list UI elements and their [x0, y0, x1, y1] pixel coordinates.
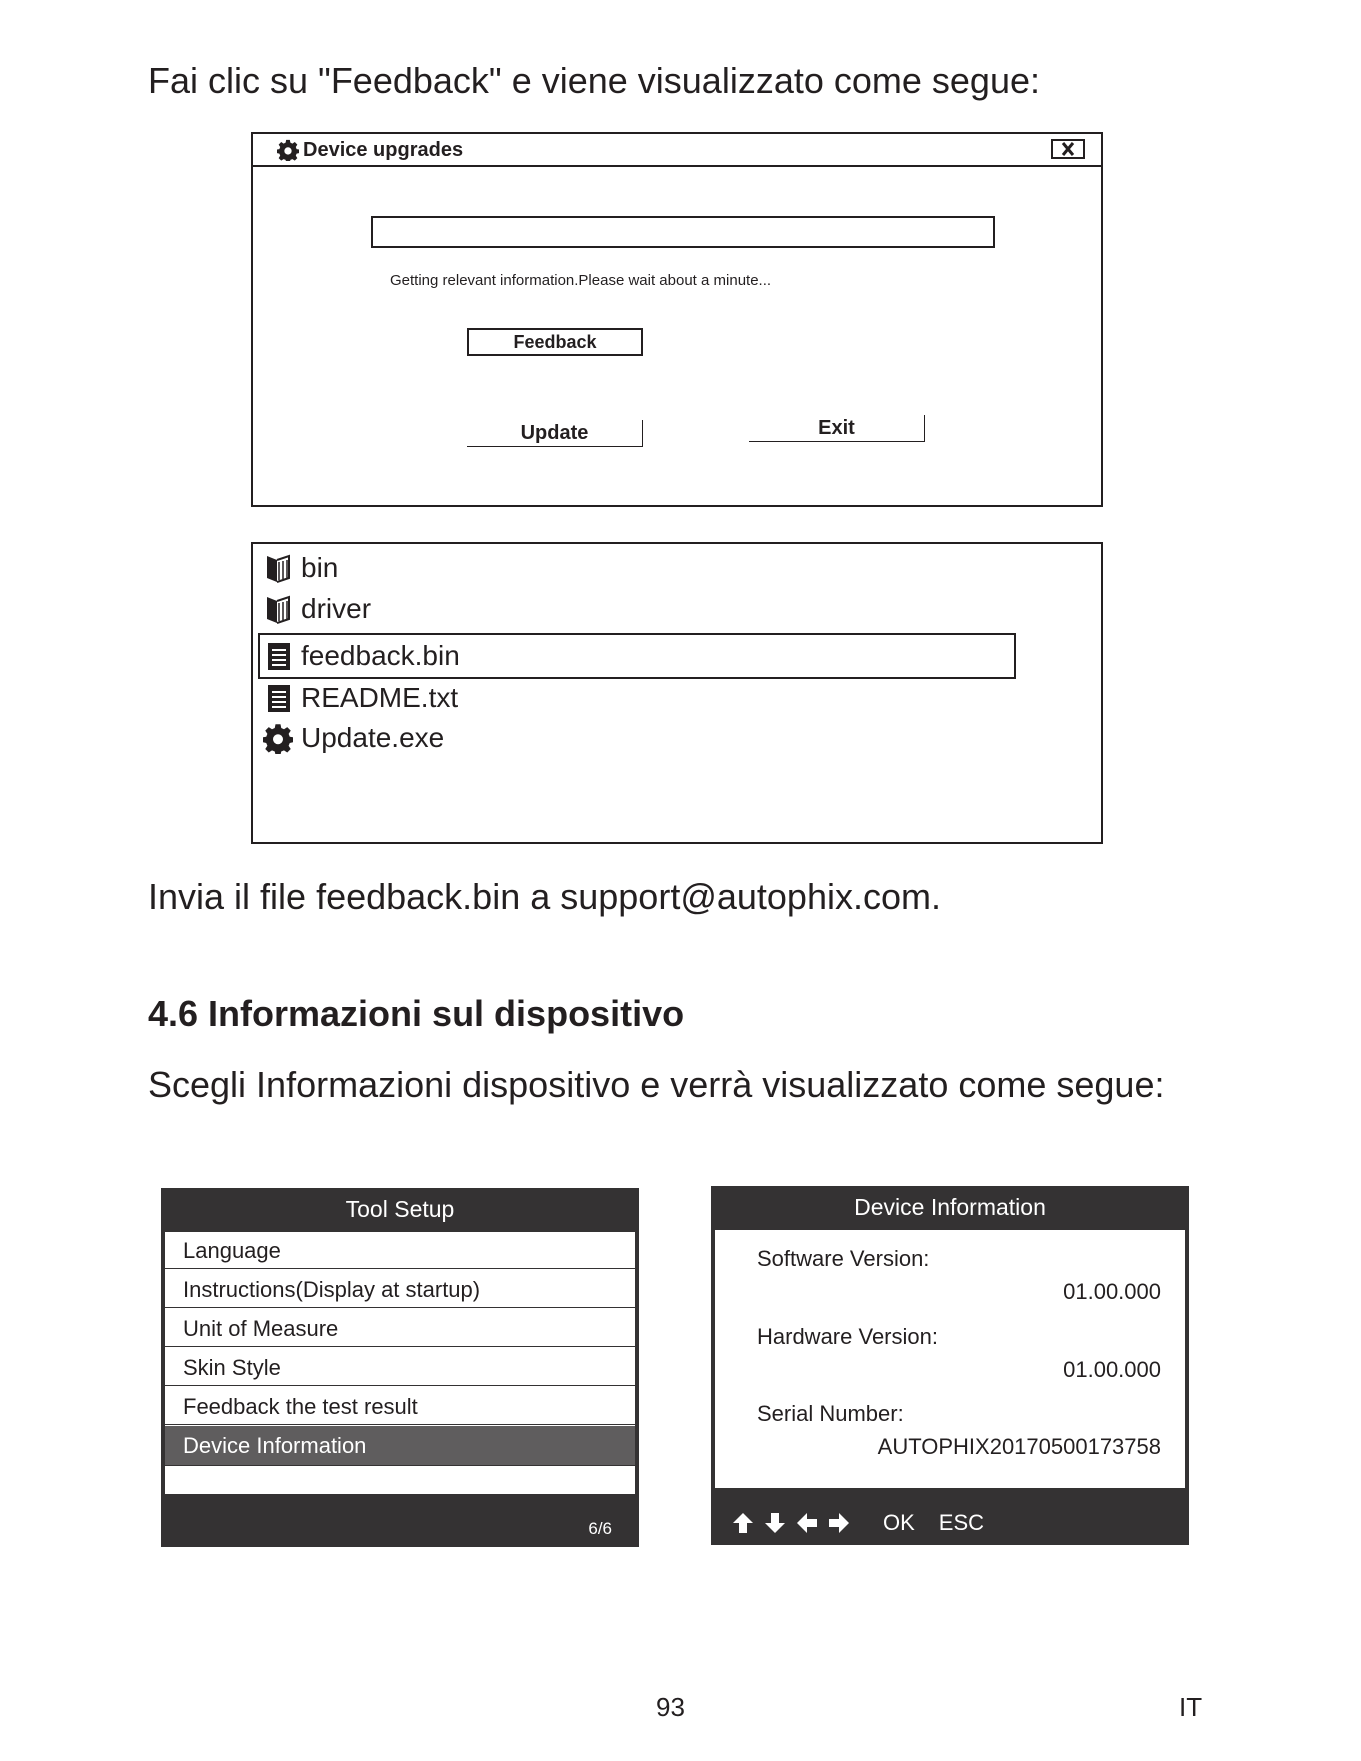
menu-list — [165, 1232, 635, 1494]
menu-item-device-information[interactable]: Device Information — [165, 1426, 635, 1466]
device-info-body — [715, 1230, 1185, 1488]
file-item-bin[interactable] — [263, 550, 338, 586]
dialog-titlebar — [253, 134, 1101, 167]
file-item-update-exe[interactable] — [263, 720, 444, 756]
software-version-label: Software Version: — [757, 1246, 930, 1271]
close-button[interactable] — [1051, 139, 1085, 159]
tool-setup-screen — [161, 1188, 639, 1547]
file-item-driver[interactable] — [263, 591, 371, 627]
screen-title: Device Information — [854, 1194, 1046, 1220]
file-name: README.txt — [301, 682, 459, 713]
software-version-value: 01.00.000 — [1063, 1279, 1161, 1304]
page-number: 93 — [656, 1692, 685, 1722]
device-upgrades-dialog — [251, 132, 1103, 507]
update-button[interactable]: Update — [467, 420, 643, 447]
feedback-button[interactable]: Feedback — [467, 328, 643, 356]
esc-key[interactable]: ESC — [938, 1510, 985, 1535]
progress-bar — [371, 216, 995, 248]
language-code: IT — [1179, 1692, 1203, 1722]
hardware-version-label: Hardware Version: — [757, 1324, 938, 1349]
serial-number-label: Serial Number: — [757, 1401, 904, 1426]
file-item-readme[interactable] — [263, 680, 458, 716]
arrow-right-icon[interactable] — [827, 1511, 851, 1535]
hardware-version-value: 01.00.000 — [1063, 1357, 1161, 1382]
menu-item-unit-of-measure[interactable]: Unit of Measure — [165, 1310, 635, 1347]
ok-key[interactable]: OK — [883, 1510, 915, 1535]
file-item-feedback-bin[interactable] — [263, 638, 460, 674]
document-icon — [263, 682, 293, 714]
menu-item-instructions[interactable]: Instructions(Display at startup) — [165, 1271, 635, 1308]
menu-item-language[interactable]: Language — [165, 1232, 635, 1269]
arrow-down-icon[interactable] — [763, 1511, 787, 1535]
file-name: driver — [301, 593, 372, 624]
screen-title: Tool Setup — [345, 1196, 455, 1222]
menu-item-feedback[interactable]: Feedback the test result — [165, 1388, 635, 1425]
send-note: Invia il file feedback.bin a support@autophix.com. — [148, 876, 941, 917]
file-name: Update.exe — [301, 722, 445, 753]
menu-item-skin-style[interactable]: Skin Style — [165, 1349, 635, 1386]
intro-text: Fai clic su "Feedback" e viene visualizzato come segue: — [148, 60, 1040, 101]
document-icon — [263, 640, 293, 672]
folder-icon — [263, 593, 293, 625]
file-browser — [251, 542, 1103, 844]
device-information-screen — [711, 1186, 1189, 1545]
section-heading: 4.6 Informazioni sul dispositivo — [148, 993, 685, 1034]
folder-icon — [263, 552, 293, 584]
page-indicator: 6/6 — [588, 1519, 612, 1538]
arrow-up-icon[interactable] — [731, 1511, 755, 1535]
close-icon — [1053, 141, 1083, 157]
gear-icon — [277, 139, 299, 161]
status-message: Getting relevant information.Please wait about a minute... — [390, 272, 772, 289]
gear-icon — [263, 722, 293, 754]
file-name: bin — [301, 552, 339, 583]
section-intro: Scegli Informazioni dispositivo e verrà visualizzato come segue: — [148, 1064, 1165, 1105]
dialog-title: Device upgrades — [303, 139, 464, 161]
arrow-left-icon[interactable] — [795, 1511, 819, 1535]
serial-number-value: AUTOPHIX20170500173758 — [877, 1434, 1161, 1459]
navigation-bar — [731, 1505, 984, 1541]
file-name: feedback.bin — [301, 640, 460, 671]
exit-button[interactable]: Exit — [749, 415, 925, 442]
